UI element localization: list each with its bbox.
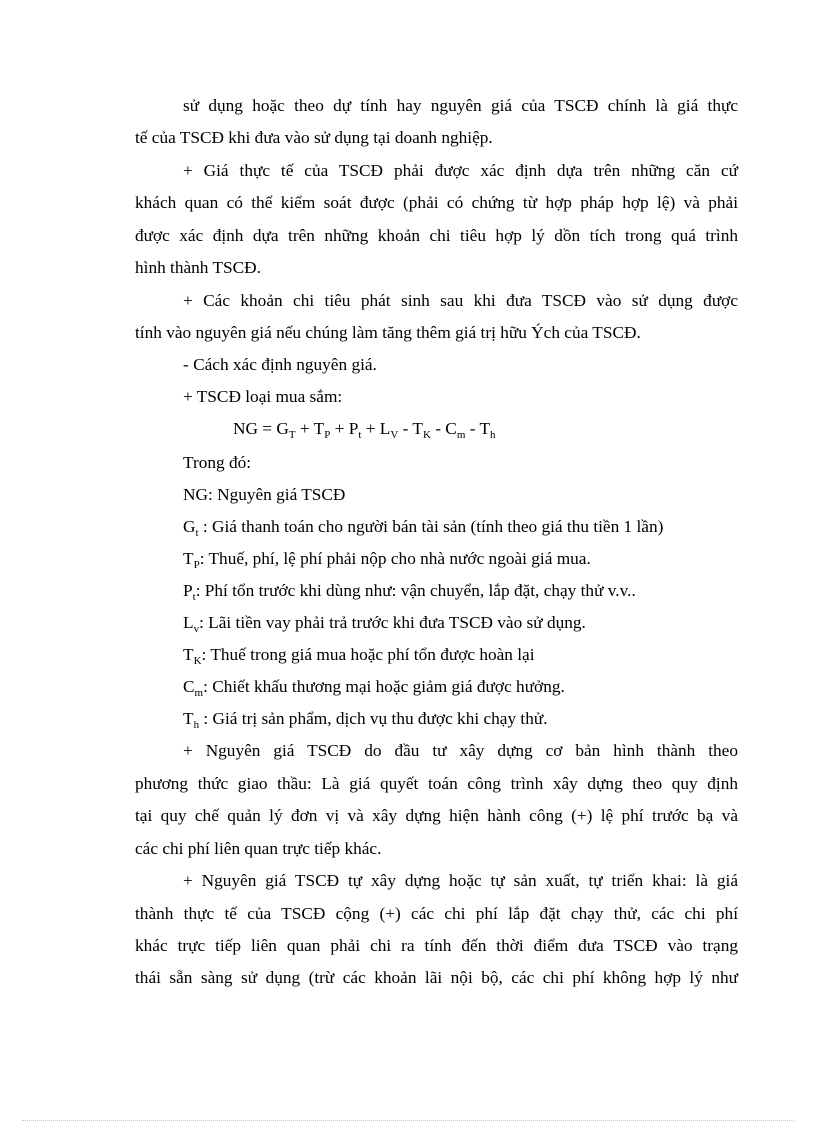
paragraph-line: tính vào nguyên giá nếu chúng làm tăng thêm giá trị hữu Ých của TSCĐ. xyxy=(135,323,641,342)
legend-item: $T_P$: Thuế, phí, lệ phí phải nộp cho nhà nước ngoài giá mua. xyxy=(183,549,591,571)
paragraph-line: phương thức giao thầu: Là giá quyết toán công trình xây dựng theo quy định xyxy=(135,774,738,793)
paragraph-line: + Nguyên giá TSCĐ tự xây dựng hoặc tự sản xuất, tự triển khai: là giá xyxy=(183,871,738,890)
paragraph-line: thái sẵn sàng sử dụng (trừ các khoản lãi nội bộ, các chi phí không hợp lý như xyxy=(135,968,738,987)
legend-item: $P_t$: Phí tổn trước khi dùng như: vận chuyển, lắp đặt, chạy thử v.v.. xyxy=(183,581,636,603)
legend-item: $T_K$: Thuế trong giá mua hoặc phí tổn được hoàn lại xyxy=(183,645,535,667)
paragraph-line: hình thành TSCĐ. xyxy=(135,258,261,277)
paragraph-line: + Nguyên giá TSCĐ do đầu tư xây dựng cơ bản hình thành theo xyxy=(183,741,738,760)
legend-item: NG: Nguyên giá TSCĐ xyxy=(183,485,346,504)
paragraph-line: tế của TSCĐ khi đưa vào sử dụng tại doanh nghiệp. xyxy=(135,128,493,147)
paragraph-line: sử dụng hoặc theo dự tính hay nguyên giá của TSCĐ chính là giá thực xyxy=(183,96,738,115)
legend-item: $L_v$: Lãi tiền vay phải trả trước khi đưa TSCĐ vào sử dụng. xyxy=(183,613,586,635)
formula: NG = $G_T + T_P + P_t + L_V - T_K - C_m - T_h$ xyxy=(233,419,496,441)
paragraph-line: + Giá thực tế của TSCĐ phải được xác định dựa trên những căn cứ xyxy=(183,161,738,180)
paragraph-line: thành thực tế của TSCĐ cộng (+) các chi phí lắp đặt chạy thử, các chi phí xyxy=(135,904,738,923)
legend-intro: Trong đó: xyxy=(183,453,252,472)
paragraph-line: các chi phí liên quan trực tiếp khác. xyxy=(135,839,382,858)
paragraph-line: khác trực tiếp liên quan phải chi ra tính đến thời điểm đưa TSCĐ vào trạng xyxy=(135,936,738,955)
page-bottom-divider xyxy=(22,1120,794,1121)
paragraph-line: + Các khoản chi tiêu phát sinh sau khi đưa TSCĐ vào sử dụng được xyxy=(183,291,738,310)
paragraph-line: - Cách xác định nguyên giá. xyxy=(183,355,377,374)
paragraph-line: tại quy chế quản lý đơn vị và xây dựng hiện hành công (+) lệ phí trước bạ và xyxy=(135,806,738,825)
legend-item: $T_h$ : Giá trị sản phẩm, dịch vụ thu được khi chạy thử. xyxy=(183,709,548,731)
legend-item: $C_m$: Chiết khấu thương mại hoặc giảm giá được hưởng. xyxy=(183,677,565,699)
paragraph-line: khách quan có thể kiểm soát được (phải có chứng từ hợp pháp hợp lệ) và phải xyxy=(135,193,738,212)
paragraph-line: + TSCĐ loại mua sắm: xyxy=(183,387,343,406)
legend-item: $G_t$ : Giá thanh toán cho người bán tài sản (tính theo giá thu tiền 1 lần) xyxy=(183,517,664,539)
paragraph-line: được xác định dựa trên những khoản chi tiêu hợp lý dồn tích trong quá trình xyxy=(135,226,738,245)
